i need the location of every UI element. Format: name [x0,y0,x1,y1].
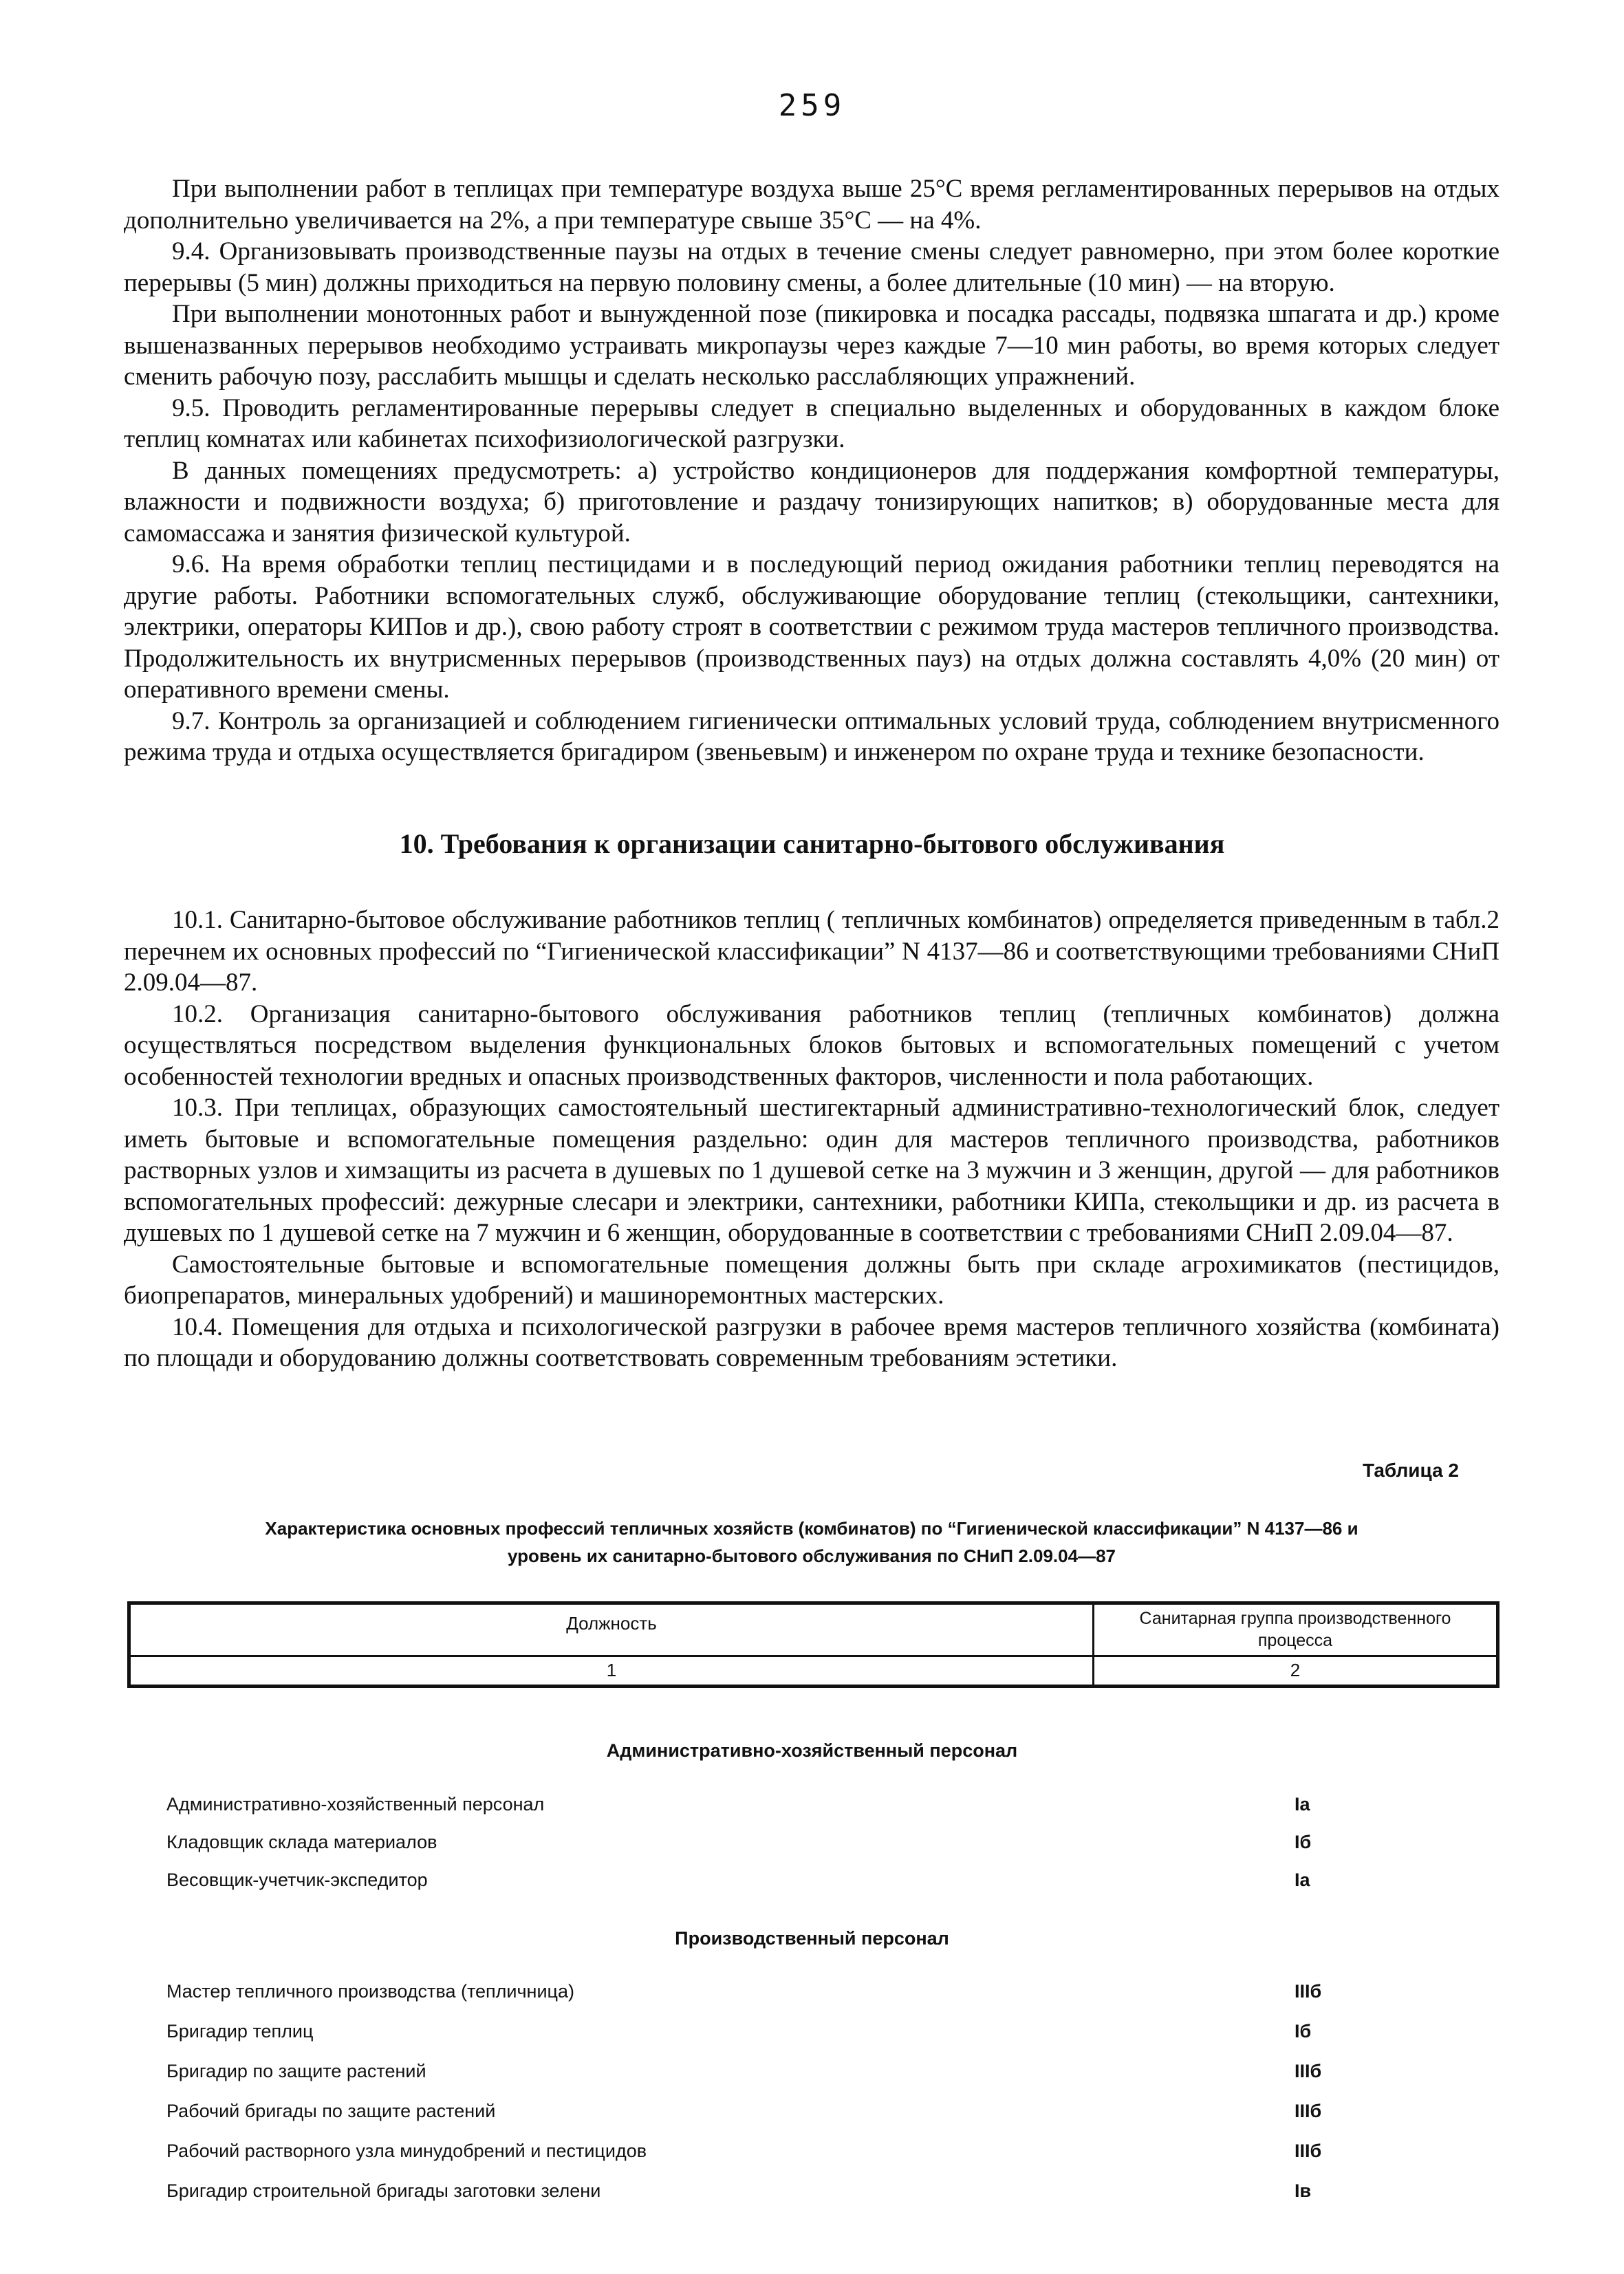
column-number: 1 [606,1660,617,1680]
cell-position: Бригадир теплиц [166,2021,314,2042]
paragraph: 10.3. При теплицах, образующих самостоятельный шестигектарный административно-технологический блок, следует иметь бытовые и вспомогательные помещения раздельно: один для мастеров тепличного производства, работников растворных узлов и химзащиты из расчета в душевых по 1 душевой сетке на 3 мужчин и 3 женщин, другой — для работников вспомогательных профессий: дежурные слесари и электрики, сантехники, работники КИПа, стекольщики и др. из расчета в душевых по 1 душевой сетке на 7 мужчин и 6 женщин, оборудованные в соответствии с требованиями СНиП 2.09.04—87. [124,1094,1500,1247]
paragraph: 10.4. Помещения для отдыха и психологической разгрузки в рабочее время мастеров тепличного хозяйства (комбината) по площади и оборудованию должны соответствовать современным требованиям эстетики. [124,1312,1500,1372]
table-header-divider [131,1655,1496,1657]
section-heading: 10. Требования к организации санитарно-бытового обслуживания [399,828,1225,859]
table-row [166,2180,1473,2208]
table-row [166,2101,1473,2128]
table-group-title: Административно-хозяйственный персонал [606,1740,1018,1761]
column-header: Должность [566,1613,657,1634]
column-header: Санитарная группа производственного процесса [1139,1609,1451,1650]
paragraph: 10.1. Санитарно-бытовое обслуживание работников теплиц ( тепличных комбинатов) определяется приведенным в табл.2 перечнем их основных профессий по “Гигиенической классификации” N 4137—86 и соответствующими требованиями СНиП 2.09.04—87. [124,906,1500,997]
table-caption-line: уровень их санитарно-бытового обслуживания по СНиП 2.09.04—87 [508,1546,1116,1566]
cell-sanitary-group: IIIб [1295,2101,1322,2121]
table-row [166,1870,1473,1897]
body-text-top [124,173,1500,768]
paragraph: При выполнении работ в теплицах при температуре воздуха выше 25°С время регламентированных перерывов на отдых дополнительно увеличивается на 2%, а при температуре свыше 35°С — на 4%. [124,175,1500,235]
paragraph: В данных помещениях предусмотреть: а) устройство кондиционеров для поддержания комфортной температуры, влажности и подвижности воздуха; б) приготовление и раздачу тонизирующих напитков; в) оборудованные места для самомассажа и занятия физической культурой. [124,456,1500,548]
cell-position: Бригадир строительной бригады заготовки зелени [166,2180,601,2201]
paragraph: 9.5. Проводить регламентированные перерывы следует в специально выделенных и оборудованных в каждом блоке теплиц комнатах или кабинетах психофизиологической разгрузки. [124,393,1500,453]
paragraph: 9.7. Контроль за организацией и соблюдением гигиенически оптимальных условий труда, соблюдением внутрисменного режима труда и отдыха осуществляется бригадиром (звеньевым) и инженером по охране труда и технике безопасности. [124,706,1500,766]
table-header-col-position [131,1605,1094,1685]
table-row [166,1794,1473,1821]
cell-position: Кладовщик склада материалов [166,1832,437,1852]
table-row [166,1981,1473,2008]
table-caption-line: Характеристика основных профессий тепличных хозяйств (комбинатов) по “Гигиенической классификации” N 4137—86 и [265,1518,1358,1539]
paragraph: 9.4. Организовывать производственные паузы на отдых в течение смены следует равномерно, при этом более короткие перерывы (5 мин) должны приходиться на первую половину смены, а более длительные (10 мин) — на вторую. [124,237,1500,297]
paragraph: При выполнении монотонных работ и вынужденной позе (пикировка и посадка рассады, подвязка шпагата и др.) кроме вышеназванных перерывов необходимо устраивать микропаузы через каждые 7—10 мин работы, во время которых следует сменить рабочую позу, расслабить мышцы и сделать несколько расслабляющих упражнений. [124,300,1500,391]
table-row [166,1832,1473,1859]
cell-position: Административно-хозяйственный персонал [166,1794,545,1815]
cell-position: Мастер тепличного производства (тепличница) [166,1981,575,2002]
cell-sanitary-group: Iв [1295,2180,1312,2201]
cell-position: Рабочий бригады по защите растений [166,2101,496,2121]
cell-sanitary-group: Iа [1295,1870,1310,1890]
cell-sanitary-group: IIIб [1295,2141,1322,2161]
cell-sanitary-group: Iа [1295,1794,1310,1815]
table-row [166,2021,1473,2048]
table-header [127,1601,1500,1688]
paragraph: 10.2. Организация санитарно-бытового обслуживания работников теплиц (тепличных комбинатов) должна осуществляться посредством выделения функциональных блоков бытовых и вспомогательных помещений с учетом особенностей технологии вредных и опасных производственных факторов, численности и пола работающих. [124,999,1500,1091]
table-caption [124,1515,1500,1570]
cell-sanitary-group: IIIб [1295,1981,1322,2002]
cell-sanitary-group: Iб [1295,2021,1312,2042]
table-label: Таблица 2 [1362,1460,1459,1481]
cell-position: Весовщик-учетчик-экспедитор [166,1870,428,1890]
table-row [166,2061,1473,2088]
table-group-title: Производственный персонал [675,1928,949,1949]
body-text-section [124,905,1500,1374]
table-header-col-group [1094,1605,1496,1685]
paragraph: Самостоятельные бытовые и вспомогательные помещения должны быть при складе агрохимикатов (пестицидов, биопрепаратов, минеральных удобрений) и машиноремонтных мастерских. [124,1250,1500,1310]
cell-sanitary-group: IIIб [1295,2061,1322,2081]
page-number: 259 [778,88,846,123]
cell-position: Рабочий растворного узла минудобрений и пестицидов [166,2141,647,2161]
table-row [166,2141,1473,2168]
paragraph: 9.6. На время обработки теплиц пестицидами и в последующий период ожидания работники теплиц переводятся на другие работы. Работники вспомогательных служб, обслуживающие оборудование теплиц (стекольщики, сантехники, электрики, операторы КИПов и др.), свою работу строят в соответствии с режимом труда мастеров тепличного производства. Продолжительность их внутрисменных перерывов (производственных пауз) на отдых должна составлять 4,0% (20 мин) от оперативного времени смены. [124,550,1500,704]
column-number: 2 [1290,1660,1301,1680]
cell-position: Бригадир по защите растений [166,2061,426,2081]
cell-sanitary-group: Iб [1295,1832,1312,1852]
